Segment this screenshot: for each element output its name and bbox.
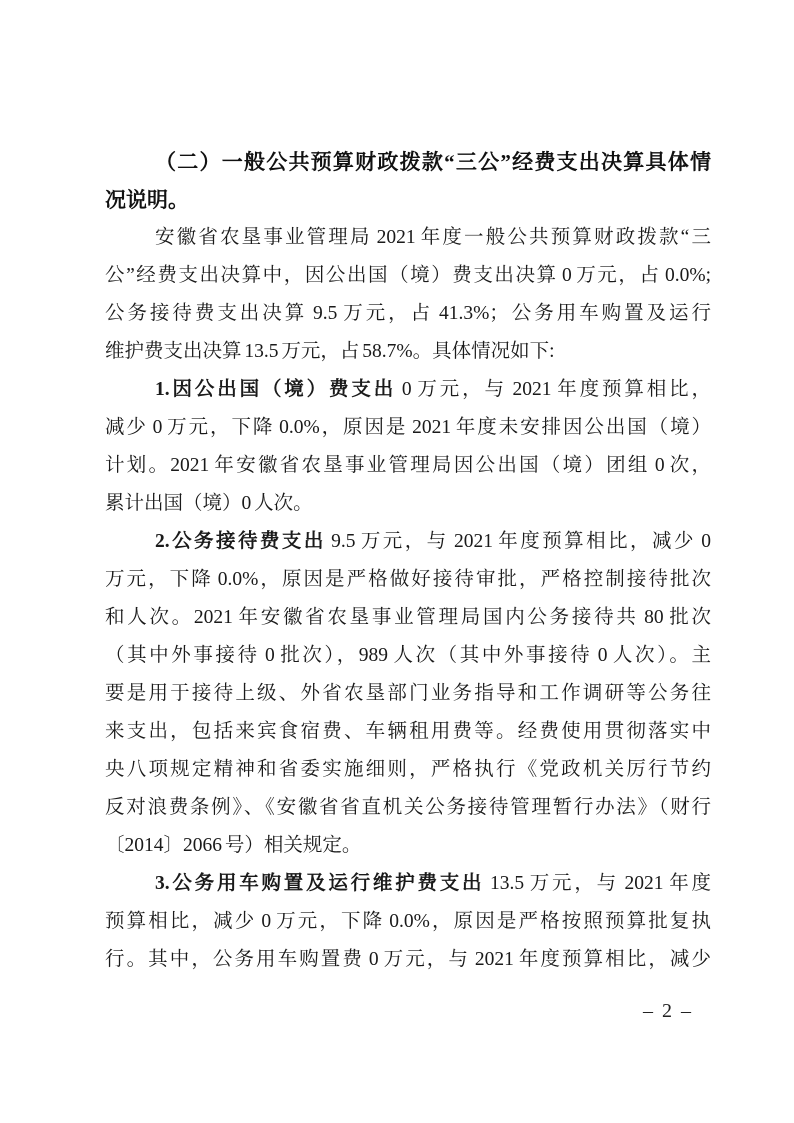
document-body: [105, 143, 711, 979]
text-line: [105, 751, 711, 789]
text-segment: 0 万元，与 2021 年度预算相比，: [396, 379, 711, 400]
text-line: [105, 599, 711, 637]
text-segment: 减少 0 万元，下降 0.0%，原因是 2021 年度未安排因公出国（境）: [105, 417, 711, 438]
bold-text-segment: 2.公务接待费支出: [155, 531, 326, 552]
page-number: – 2 –: [643, 1000, 693, 1022]
text-line: [105, 219, 711, 257]
text-segment: 来支出，包括来宾食宿费、车辆租用费等。经费使用贯彻落实中: [105, 721, 711, 742]
text-segment: 公务接待费支出决算 9.5 万元，占 41.3%；公务用车购置及运行: [105, 303, 711, 324]
text-line: [105, 941, 711, 979]
body-paragraph-item1: [105, 371, 711, 523]
text-line: [105, 827, 711, 865]
text-line: [105, 637, 711, 675]
text-segment: 预算相比，减少 0 万元，下降 0.0%，原因是严格按照预算批复执: [105, 911, 711, 932]
text-line: [105, 295, 711, 333]
body-paragraph-overview: [105, 219, 711, 371]
text-segment: 要是用于接待上级、外省农垦部门业务指导和工作调研等公务往: [105, 683, 711, 704]
text-segment: 9.5 万元，与 2021 年度预算相比，减少 0: [325, 531, 711, 552]
text-line: [105, 409, 711, 447]
text-line: [105, 447, 711, 485]
text-line: [105, 257, 711, 295]
bold-text-segment: 3.公务用车购置及运行维护费支出: [155, 873, 485, 894]
text-segment: 13.5 万元，与 2021 年度: [484, 873, 711, 894]
text-segment: 公”经费支出决算中，因公出国（境）费支出决算 0 万元，占 0.0%;: [105, 265, 711, 286]
text-line: [105, 865, 711, 903]
text-segment: 计划。2021 年安徽省农垦事业管理局因公出国（境）团组 0 次，: [105, 455, 711, 476]
text-line: [105, 523, 711, 561]
text-line: [105, 333, 711, 371]
text-line: [105, 181, 711, 219]
bold-text-segment: 1.因公出国（境）费支出: [155, 379, 397, 400]
text-line: [105, 675, 711, 713]
text-segment: （其中外事接待 0 批次），989 人次（其中外事接待 0 人次）。主: [105, 645, 711, 666]
section-heading: [105, 143, 711, 219]
body-paragraph-item3: [105, 865, 711, 979]
body-paragraph-item2: [105, 523, 711, 865]
text-segment: 央八项规定精神和省委实施细则，严格执行《党政机关厉行节约: [105, 759, 711, 780]
text-line: [105, 371, 711, 409]
page-footer: [105, 1000, 711, 1023]
text-line: [105, 713, 711, 751]
text-line: [105, 143, 711, 181]
text-segment: 〔2014〕2066 号）相关规定。: [105, 835, 362, 856]
text-segment: 累计出国（境）0 人次。: [105, 493, 313, 514]
text-line: [105, 485, 711, 523]
text-segment: 万元，下降 0.0%，原因是严格做好接待审批，严格控制接待批次: [105, 569, 711, 590]
text-segment: 维护费支出决算 13.5 万元，占 58.7%。具体情况如下:: [105, 341, 555, 362]
bold-text-segment: （二）一般公共预算财政拨款“三公”经费支出决算具体情: [155, 150, 711, 174]
text-segment: 和人次。2021 年安徽省农垦事业管理局国内公务接待共 80 批次: [105, 607, 711, 628]
text-line: [105, 789, 711, 827]
text-segment: 行。其中，公务用车购置费 0 万元，与 2021 年度预算相比，减少: [105, 949, 711, 970]
text-segment: 安徽省农垦事业管理局 2021 年度一般公共预算财政拨款“三: [155, 227, 711, 248]
bold-text-segment: 况说明。: [105, 188, 189, 212]
text-line: [105, 903, 711, 941]
text-line: [105, 561, 711, 599]
text-segment: 反对浪费条例》、《安徽省省直机关公务接待管理暂行办法》（财行: [105, 797, 711, 818]
